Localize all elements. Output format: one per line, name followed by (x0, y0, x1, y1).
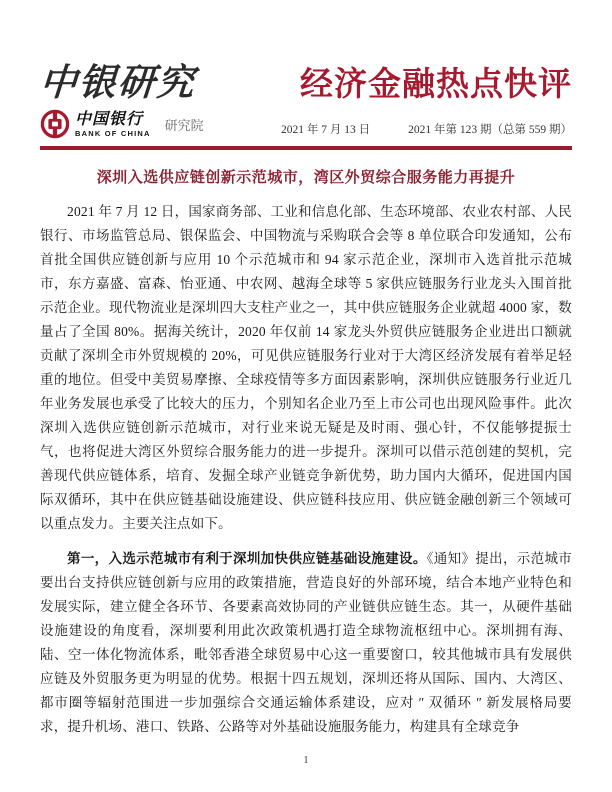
paragraph-2-text: 《通知》提出，示范城市要出台支持供应链创新与应用的政策措施，营造良好的外部环境，结合本地产业特色和发展实际，建立健全各环节、各要素高效协同的产业链供应链生态。其一，从硬件基础设施建设的角度看，深圳要利用此次政策机遇打造全球物流枢纽中心。深圳拥有海、陆、空一体化物流体系，毗邻香港全球贸易中心这一重要窗口，较其他城市具有发展供应链及外贸服务更为明显的优势。根据十四五规划，深圳还将从国际、国内、大湾区、都市圈等辐射范围进一步加强综合交通运输体系建设，应对 ″ 双循环 ″ 新发展格局要求，提升机场、港口、铁路、公路等对外基础设施服务能力，构建具有全球竞争 (40, 551, 572, 734)
publication-date: 2021 年 7 月 13 日 (281, 124, 371, 136)
bank-name-en: BANK OF CHINA (75, 128, 151, 138)
bank-name-cn: 中国银行 (75, 108, 144, 128)
page-number: 1 (303, 755, 309, 766)
date-issue-row (281, 121, 572, 137)
header-divider-rule (40, 146, 572, 150)
institute-label: 研究院 (164, 117, 204, 133)
paragraph-1 (40, 200, 572, 536)
paragraph-2 (40, 547, 572, 739)
bank-name-block (75, 108, 151, 138)
article-title: 深圳入选供应链创新示范城市，湾区外贸综合服务能力再提升 (96, 170, 516, 186)
bank-of-china-logo-icon (40, 109, 70, 139)
issue-number: 2021 年第 123 期（总第 559 期） (408, 124, 572, 136)
bank-logo-row (40, 109, 204, 139)
paragraph-1-text: 2021 年 7 月 12 日，国家商务部、工业和信息化部、生态环境部、农业农村部、人民银行、市场监管总局、银保监会、中国物流与采购联合会等 8 单位联合印发通知，公布首批全国供应链创新与应用 10 个示范城市和 94 家示范企业，深圳市入选首批示范城市，东方嘉盛、富森、怡亚通、中农网、越海全球等 5 家供应链服务行业龙头入围首批示范企业。现代物流业是深圳四大支柱产业之一，其中供应链服务企业就超 4000 家，数量占了全国 80%。据海关统计，2020 年仅前 14 家龙头外贸供应链服务企业进出口额就贡献了深圳全市外贸规模的 20%，可见供应链服务行业对于大湾区经济发展有着举足轻重的地位。但受中美贸易摩擦、全球疫情等多方面因素影响，深圳供应链服务行业近几年业务发展也承受了比较大的压力，个别知名企业乃至上市公司也出现风险事件。此次深圳入选供应链创新示范城市，对行业来说无疑是及时雨、强心针，不仅能够提振士气，也将促进大湾区外贸综合服务能力的进一步提升。深圳可以借示范创建的契机，完善现代供应链体系，培育、发掘全球产业链竞争新优势，助力国内大循环，促进国内国际双循环，其中在供应链基础设施建设、供应链科技应用、供应链金融创新三个领域可以重点发力。主要关注点如下。 (40, 204, 572, 531)
brand-calligraphy: 中银研究 (38, 60, 198, 104)
paragraph-2-lead: 第一，入选示范城市有利于深圳加快供应链基础设施建设。 (67, 551, 427, 566)
publication-title: 经济金融热点快评 (300, 67, 572, 103)
article-body (40, 166, 572, 739)
